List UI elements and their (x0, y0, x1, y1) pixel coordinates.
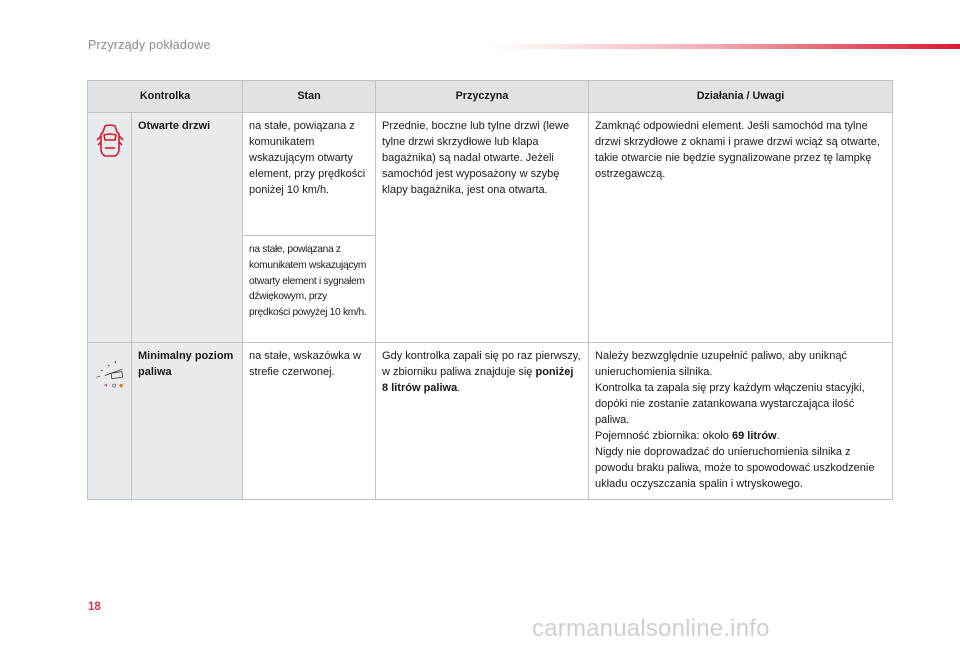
action-line: Kontrolka ta zapala się przy każdym włączeniu stacyjki, dopóki nie zostanie zatankowana wystarczająca ilość paliwa. (595, 381, 865, 426)
capacity-value: 69 litrów (731, 429, 777, 442)
table-row-open-door (88, 113, 893, 236)
column-header-dzialania: Działania / Uwagi (589, 81, 893, 113)
table-header-row (88, 81, 893, 113)
fuel-gauge-icon (94, 353, 125, 395)
action-cell (589, 343, 893, 500)
state-cell: na stałe, wskazówka w strefie czerwonej. (243, 343, 376, 500)
action-line: Nigdy nie doprowadzać do unieruchomienia silnika z powodu braku paliwa, może to spowodować uszkodzenie układu oczyszczania spalin i wtryskowego. (595, 445, 875, 490)
warning-name: Otwarte drzwi (132, 113, 243, 343)
warning-name: Minimalny poziom paliwa (132, 343, 243, 500)
cause-emphasis: poniżej 8 litrów paliwa (382, 365, 574, 394)
cause-cell (376, 343, 589, 500)
table-row-fuel (88, 343, 893, 500)
section-title: Przyrządy pokładowe (88, 38, 211, 52)
header-accent-bar (490, 44, 960, 49)
page-number: 18 (88, 601, 101, 613)
column-header-kontrolka: Kontrolka (88, 81, 243, 113)
action-line (595, 429, 886, 445)
capacity-end: . (776, 429, 780, 442)
column-header-przyczyna: Przyczyna (376, 81, 589, 113)
icon-cell (88, 343, 132, 500)
state-cell: na stałe, powiązana z komunikatem wskazującym otwarty element, przy prędkości poniżej 10 km/h. (243, 113, 376, 236)
action-cell: Zamknąć odpowiedni element. Jeśli samochód ma tylne drzwi skrzydłowe z oknami i prawe drzwi wciąż są otwarte, takie otwarcie nie będzie sygnalizowane przez tę lampkę ostrzegawczą. (589, 113, 893, 343)
warning-lights-table (87, 80, 893, 500)
cause-text: Gdy kontrolka zapali się po raz pierwszy, w zbiorniku paliwa znajduje się (382, 350, 581, 378)
watermark: carmanualsonline.info (532, 615, 770, 642)
action-line: Należy bezwzględnie uzupełnić paliwo, aby uniknąć unieruchomienia silnika. (595, 350, 847, 378)
open-door-warning-icon (96, 123, 124, 159)
state-cell-2: na stałe, powiązana z komunikatem wskazującym otwarty element i sygnałem dźwiękowym, przy prędkości powyżej 10 km/h. (243, 236, 376, 343)
cause-end: . (457, 381, 461, 394)
column-header-stan: Stan (243, 81, 376, 113)
cause-cell: Przednie, boczne lub tylne drzwi (lewe tylne drzwi skrzydłowe lub klapa bagażnika) są nadal otwarte. Jeżeli samochód jest wyposażony w szybę klapy bagażnika, jest ona otwarta. (376, 113, 589, 343)
icon-cell (88, 113, 132, 343)
capacity-label: Pojemność zbiornika: około (595, 429, 732, 442)
svg-text:0: 0 (96, 376, 98, 380)
